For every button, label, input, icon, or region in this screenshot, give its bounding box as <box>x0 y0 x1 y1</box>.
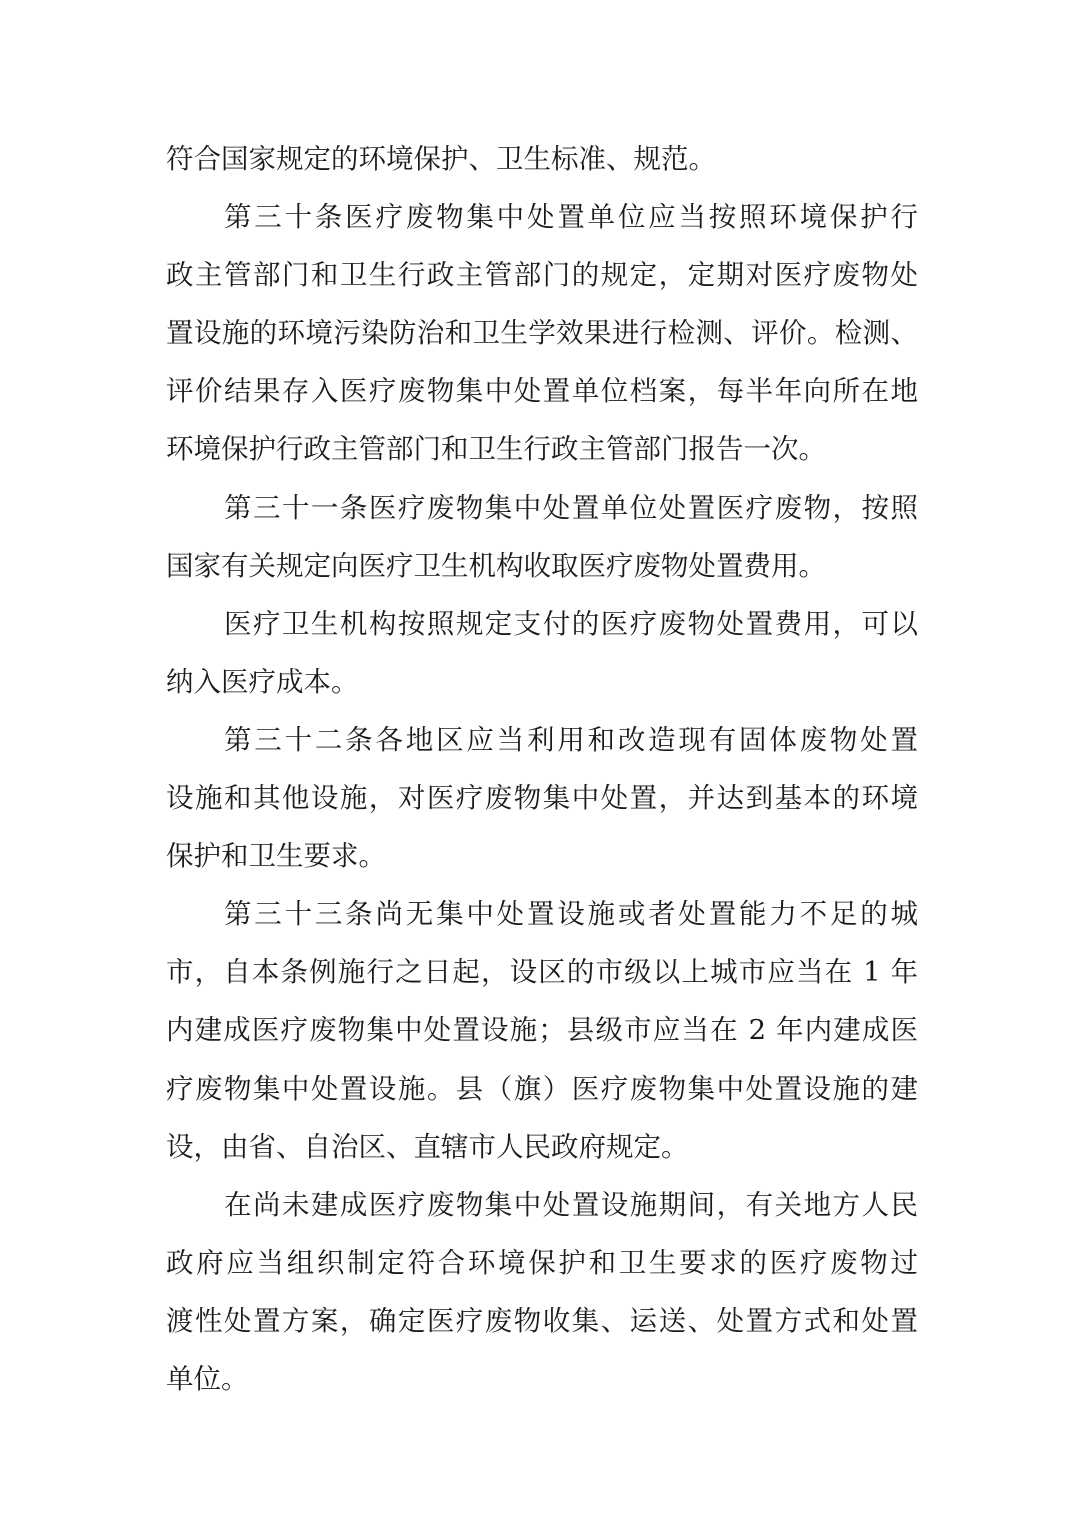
text-line: 内建成医疗废物集中处置设施；县级市应当在 2 年内建成医 <box>166 1014 918 1047</box>
document-body <box>166 130 918 1408</box>
text-line: 疗废物集中处置设施。县（旗）医疗废物集中处置设施的建 <box>166 1072 918 1105</box>
paragraph <box>166 130 918 188</box>
paragraph <box>166 595 918 711</box>
text-line: 渡性处置方案，确定医疗废物收集、运送、处置方式和处置 <box>166 1304 918 1337</box>
text-line: 符合国家规定的环境保护、卫生标准、规范。 <box>166 143 716 175</box>
text-line: 单位。 <box>166 1362 249 1395</box>
text-line: 设施和其他设施，对医疗废物集中处置，并达到基本的环境 <box>166 782 918 815</box>
text-line: 评价结果存入医疗废物集中处置单位档案，每半年向所在地 <box>166 375 918 408</box>
paragraph <box>166 188 918 478</box>
paragraph <box>166 1176 918 1408</box>
text-line: 在尚未建成医疗废物集中处置设施期间，有关地方人民 <box>224 1188 918 1221</box>
paragraph <box>166 711 918 885</box>
text-line: 保护和卫生要求。 <box>166 840 386 873</box>
text-line: 第三十二条各地区应当利用和改造现有固体废物处置 <box>224 723 918 756</box>
text-line: 政府应当组织制定符合环境保护和卫生要求的医疗废物过 <box>166 1246 918 1279</box>
text-line: 医疗卫生机构按照规定支付的医疗废物处置费用，可以 <box>224 607 918 640</box>
text-line: 置设施的环境污染防治和卫生学效果进行检测、评价。检测、 <box>166 317 918 350</box>
paragraph <box>166 885 918 1175</box>
text-line: 政主管部门和卫生行政主管部门的规定，定期对医疗废物处 <box>166 259 918 292</box>
text-line: 国家有关规定向医疗卫生机构收取医疗废物处置费用。 <box>166 549 826 582</box>
text-line: 市，自本条例施行之日起，设区的市级以上城市应当在 1 年 <box>166 956 918 989</box>
text-line: 设，由省、自治区、直辖市人民政府规定。 <box>166 1130 689 1163</box>
text-line: 第三十一条医疗废物集中处置单位处置医疗废物，按照 <box>224 491 918 524</box>
text-line: 环境保护行政主管部门和卫生行政主管部门报告一次。 <box>166 433 826 466</box>
text-line: 第三十条医疗废物集中处置单位应当按照环境保护行 <box>224 201 918 234</box>
text-line: 第三十三条尚无集中处置设施或者处置能力不足的城 <box>224 898 918 931</box>
text-line: 纳入医疗成本。 <box>166 665 359 698</box>
paragraph <box>166 479 918 595</box>
